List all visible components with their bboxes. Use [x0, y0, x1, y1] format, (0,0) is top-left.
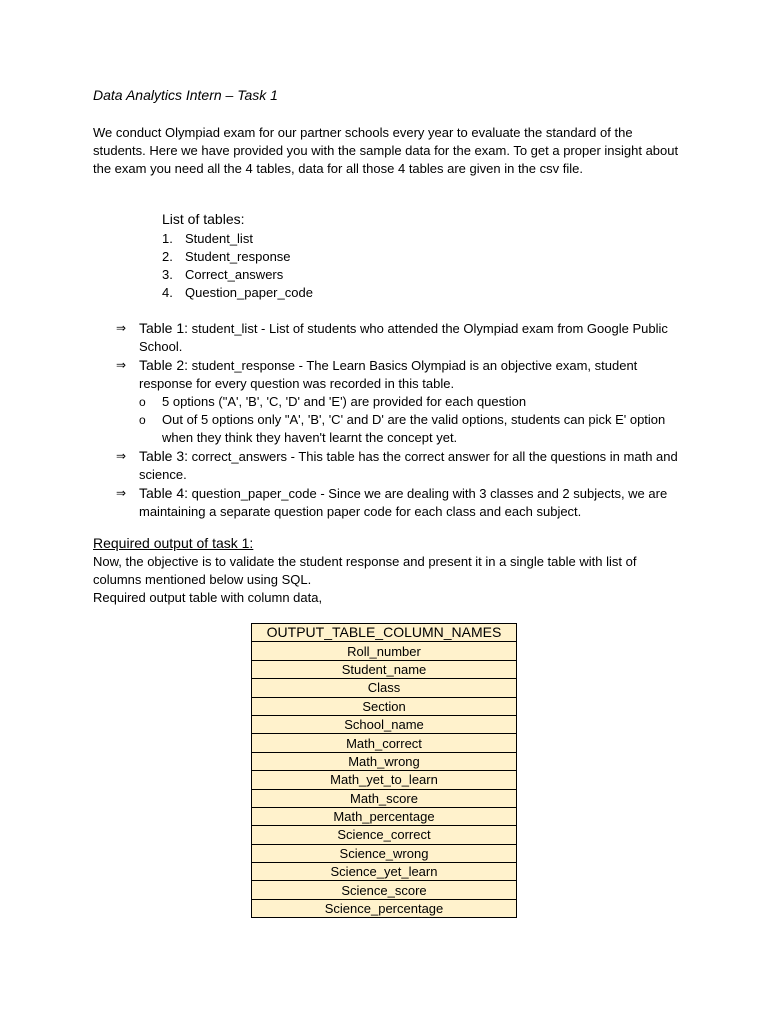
circle-o-bullet-icon: o — [139, 413, 146, 427]
table-cell: Science_correct — [252, 826, 517, 844]
table-description-item — [114, 319, 684, 356]
table-row — [252, 715, 517, 733]
rightwards-double-arrow-icon: ⇒ — [116, 486, 127, 500]
list-item — [162, 266, 313, 284]
document-title: Data Analytics Intern – Task 1 — [93, 87, 278, 103]
table-cell: Math_wrong — [252, 752, 517, 770]
required-output-text — [93, 553, 683, 607]
option-notes — [139, 393, 684, 447]
list-item — [162, 230, 313, 248]
rightwards-double-arrow-icon: ⇒ — [116, 358, 127, 372]
table-cell: Class — [252, 679, 517, 697]
option-note — [139, 393, 684, 411]
table-row — [252, 807, 517, 825]
list-number: 1. — [162, 231, 173, 246]
list-item-label: Student_list — [185, 231, 253, 246]
table-description-item — [114, 447, 684, 484]
table-row — [252, 660, 517, 678]
intro-paragraph: We conduct Olympiad exam for our partner schools every year to evaluate the standard of the students. Here we have provided you with the sample data for the exam. To get a proper insight about the exam you need all the 4 tables, data for all those 4 tables are given in the csv file. — [93, 125, 679, 176]
table-description-item — [114, 356, 684, 447]
table-label: Table 4: — [139, 485, 189, 501]
table-cell: Math_score — [252, 789, 517, 807]
option-note-text: 5 options ("A', 'B', 'C, 'D' and 'E') are provided for each question — [162, 394, 527, 409]
required-output-line: Now, the objective is to validate the student response and present it in a single table with list of columns mentioned below using SQL. — [93, 554, 637, 587]
table-description-text: correct_answers - This table has the correct answer for all the questions in math and science. — [139, 449, 678, 482]
table-row — [252, 679, 517, 697]
table-row — [252, 863, 517, 881]
rightwards-double-arrow-icon: ⇒ — [116, 321, 127, 335]
list-item-label: Correct_answers — [185, 267, 284, 282]
option-note-text: Out of 5 options only "A', 'B', 'C' and D' are the valid options, students can pick E' option when they think they haven't learnt the concept yet. — [162, 412, 666, 445]
table-row — [252, 789, 517, 807]
rightwards-double-arrow-icon: ⇒ — [116, 449, 127, 463]
table-description-item — [114, 484, 684, 521]
table-row — [252, 881, 517, 899]
table-cell: Roll_number — [252, 642, 517, 660]
list-item-label: Question_paper_code — [185, 285, 313, 300]
table-description-text: student_response - The Learn Basics Olympiad is an objective exam, student response for every question was recorded in this table. — [139, 358, 638, 391]
table-cell: Math_percentage — [252, 807, 517, 825]
table-row — [252, 826, 517, 844]
output-columns-table — [251, 623, 517, 918]
table-row — [252, 642, 517, 660]
table-cell: Science_wrong — [252, 844, 517, 862]
circle-o-bullet-icon: o — [139, 395, 146, 409]
list-of-tables-heading: List of tables: — [162, 211, 245, 227]
table-row — [252, 771, 517, 789]
table-row — [252, 734, 517, 752]
table-cell: School_name — [252, 715, 517, 733]
required-output-line: Required output table with column data, — [93, 590, 323, 605]
list-item — [162, 284, 313, 302]
list-number: 2. — [162, 249, 173, 264]
tables-list — [162, 230, 313, 302]
required-output-heading: Required output of task 1: — [93, 535, 254, 551]
table-cell: Science_score — [252, 881, 517, 899]
table-cell: Math_correct — [252, 734, 517, 752]
table-label: Table 3: — [139, 448, 189, 464]
table-cell: Science_yet_learn — [252, 863, 517, 881]
table-row — [252, 844, 517, 862]
list-item-label: Student_response — [185, 249, 291, 264]
table-row — [252, 752, 517, 770]
table-row — [252, 899, 517, 917]
table-cell: Section — [252, 697, 517, 715]
table-label: Table 1: — [139, 320, 189, 336]
table-row — [252, 697, 517, 715]
table-label: Table 2: — [139, 357, 189, 373]
table-header-cell: OUTPUT_TABLE_COLUMN_NAMES — [252, 624, 517, 642]
list-number: 4. — [162, 285, 173, 300]
table-description-text: student_list - List of students who attended the Olympiad exam from Google Public School. — [139, 321, 668, 354]
table-header-row — [252, 624, 517, 642]
table-cell: Student_name — [252, 660, 517, 678]
list-item — [162, 248, 313, 266]
option-note — [139, 411, 684, 447]
list-number: 3. — [162, 267, 173, 282]
table-descriptions — [114, 319, 684, 521]
table-cell: Math_yet_to_learn — [252, 771, 517, 789]
table-description-text: question_paper_code - Since we are dealing with 3 classes and 2 subjects, we are maintaining a separate question paper code for each class and each subject. — [139, 486, 668, 519]
table-cell: Science_percentage — [252, 899, 517, 917]
